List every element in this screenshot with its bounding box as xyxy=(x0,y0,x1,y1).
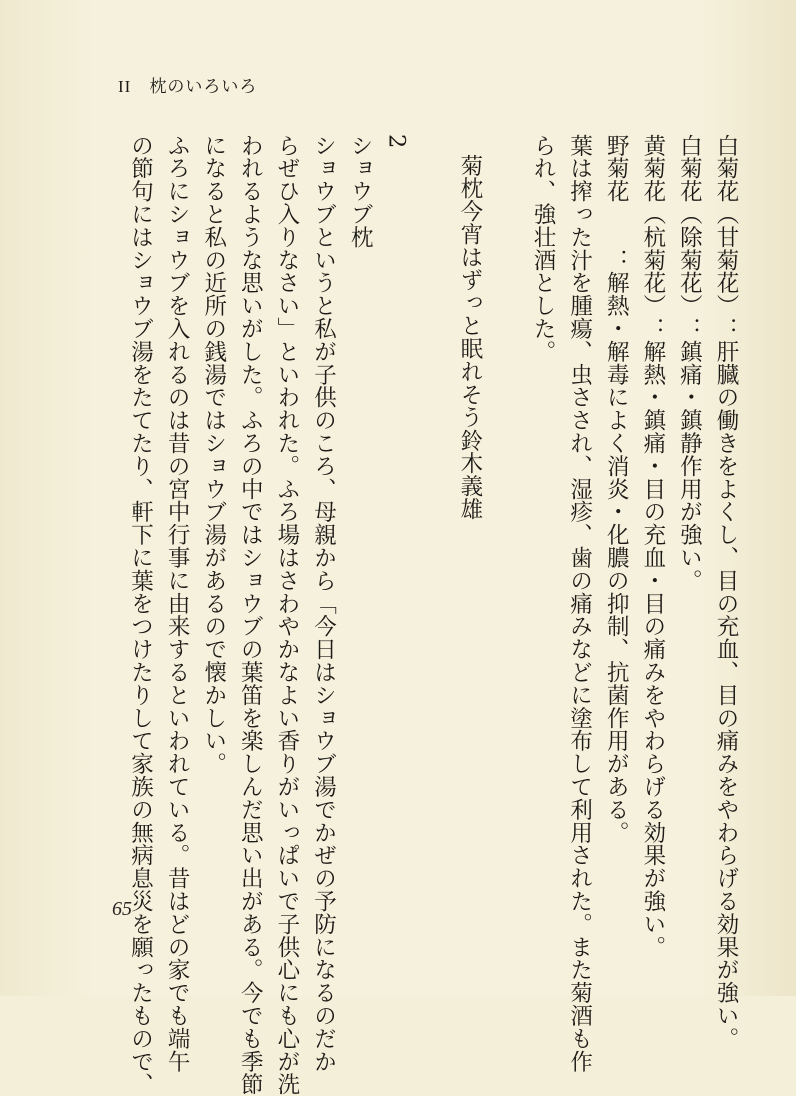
section-number: 2 xyxy=(383,134,410,149)
entry-line: 野菊花 ：解熱・解毒によく消炎・化膿の抑制、抗菌作用がある。 xyxy=(603,134,630,844)
chapter-title: 枕のいろいろ xyxy=(149,77,258,97)
note-line: 葉は搾った汁を腫瘍、虫さされ、湿疹、歯の痛みなどに塗布して利用された。また菊酒も作 xyxy=(566,134,593,1073)
haiku-author-given: 義雄 xyxy=(456,474,483,521)
paragraph-line: らぜひ入りなさい」といわれた。ふろ場はさわやかなよい香りがいっぱいで子供心にも心が洗 xyxy=(273,134,300,1096)
entry-line: 白菊花（甘菊花）：肝臓の働きをよくし、目の充血、目の痛みをやわらげる効果が強い。 xyxy=(713,134,739,1050)
paragraph-line: の節句にはショウブ湯をたてたり、軒下に葉をつけたりして家族の無病息災を願ったもので、 xyxy=(127,134,154,1096)
running-head xyxy=(118,72,257,97)
note-line: られ、強壮酒とした。 xyxy=(530,134,557,363)
paragraph-line: ふろにショウブを入れるのは昔の宮中行事に由来するといわれている。昔はどの家でも端午 xyxy=(164,134,191,1073)
haiku-author xyxy=(457,429,483,521)
entry-line: 黄菊花（杭菊花）：解熱・鎮痛・目の充血・目の痛みをやわらげる効果が強い。 xyxy=(639,134,666,959)
paragraph-line: ショウブというと私が子供のころ、母親から「今日はショウブ湯でかぜの予防になるのだか xyxy=(310,134,337,1073)
blank-column xyxy=(415,134,452,894)
entry-line: 白菊花（除菊花）：鎮痛・鎮静作用が強い。 xyxy=(676,134,703,592)
chapter-number: II xyxy=(118,77,132,96)
blank-column xyxy=(488,134,525,894)
section-title: ショウブ枕 xyxy=(347,134,374,249)
paragraph-line: になると私の近所の銭湯ではショウブ湯があるので懐かしい。 xyxy=(200,134,227,776)
page-number: 65 xyxy=(112,898,132,920)
haiku-text: 菊枕今宵はずっと眠れそう xyxy=(456,154,483,429)
haiku-line xyxy=(451,134,488,894)
paragraph-line: われるような思いがした。ふろの中ではショウブの葉笛を楽しんだ思い出がある。今でも季節 xyxy=(237,134,264,1096)
haiku-author-family: 鈴木 xyxy=(456,428,483,475)
